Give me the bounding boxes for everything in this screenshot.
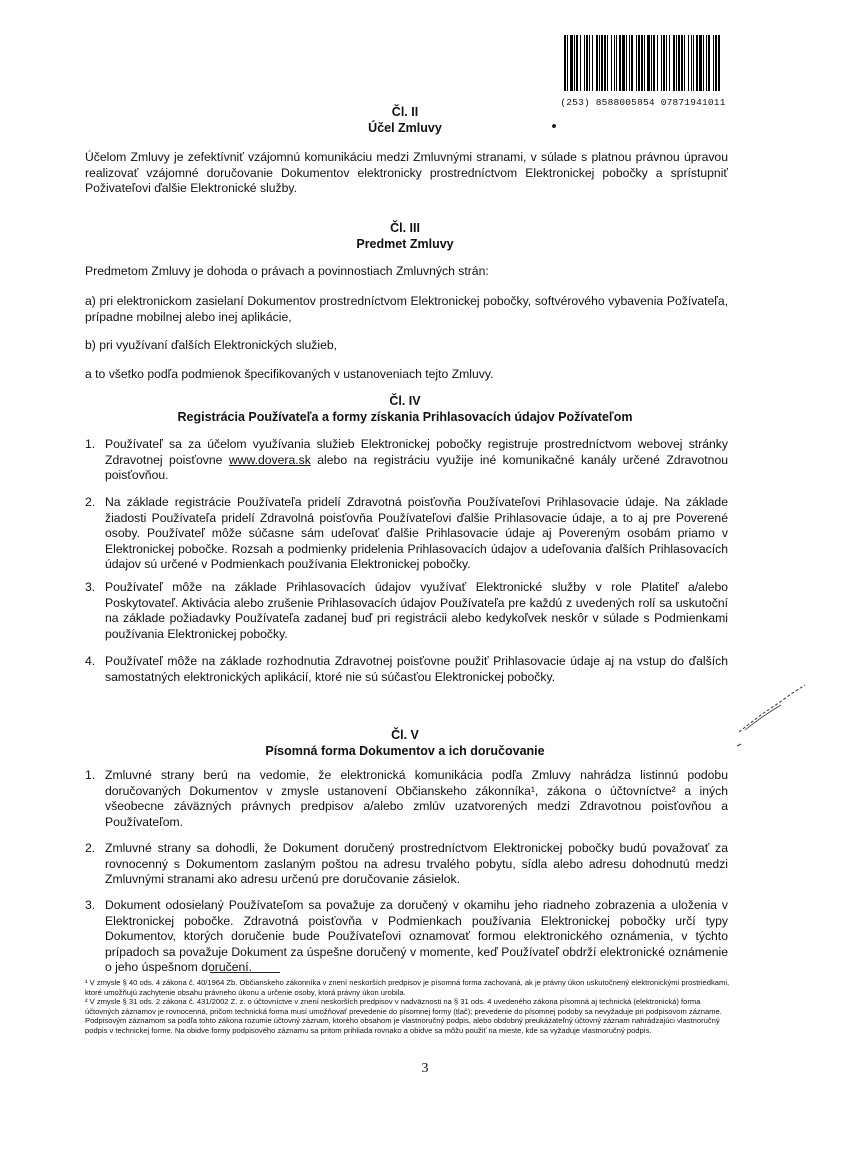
article-3-heading [85, 220, 725, 252]
article-4-item [85, 654, 728, 685]
article-5-number: Čl. V [391, 728, 419, 742]
article-2-heading [85, 104, 725, 136]
article-4-list [85, 495, 728, 573]
article-4-list [85, 580, 728, 642]
article-3-title: Predmet Zmluvy [356, 237, 454, 251]
handwritten-mark [735, 680, 810, 750]
article-5-item [85, 898, 728, 976]
item-number: 3. [85, 898, 96, 912]
article-3-point-a: a) pri elektronickom zasielaní Dokumentov prostredníctvom Elektronickej pobočky, softvérového vybavenia Požívateľa, prípadne mobilnej alebo inej aplikácie, [85, 294, 728, 324]
footnote-1: ¹ V zmysle § 40 ods. 4 zákona č. 40/1964 Zb. Občianskeho zákonníka v znení neskorších predpisov je písomná forma zachovaná, ak je právny úkon uskutočnený elektronickými prostriedkami, ktoré umožňujú zachytenie obsahu právneho úkonu a určenie osoby, ktorá právny úkon urobila. [85, 978, 730, 997]
article-4-list [85, 437, 728, 484]
barcode-image [563, 35, 723, 91]
article-4-list [85, 654, 728, 685]
article-5-title: Písomná forma Dokumentov a ich doručovanie [265, 744, 545, 758]
article-5-list [85, 768, 728, 830]
article-2-number: Čl. II [391, 105, 419, 119]
footnotes [85, 978, 730, 1036]
item-text: Zmluvné strany sa dohodli, že Dokument doručený prostredníctvom Elektronickej pobočky budú považovať za rovnocenný s Dokumentom zaslaným poštou na adresu trvalého pobytu, sídla alebo adresu dohodnutú medzi Zmluvnými stranami ako adresu určenú pre doručovanie zásielok. [105, 841, 728, 886]
article-5-list [85, 841, 728, 888]
article-4-number: Čl. IV [389, 394, 421, 408]
footnote-2: ² V zmysle § 31 ods. 2 zákona č. 431/2002 Z. z. o účtovníctve v znení neskorších predpisov v nadväznosti na § 31 ods. 4 uvedeného zákona písomná aj technická (elektronická) forma účtovných záznamov je rovnocenná, pričom technická forma musí umožňovať prevedenie do písomnej formy (tlač); prevedenie do písomnej podoby sa nevyžaduje pri podpisovom zázname. Podpisovým záznamom sa podľa tohto zákona rozumie účtovný záznam, ktorého obsahom je vlastnoručný podpis, alebo obdobný preukázateľný účtovný záznam nahrádzajúci vlastnoručný podpis v technickej forme. Na obidve formy podpisového záznamu sa pritom prihliada rovnako a obidve sa môžu použiť na mieste, kde sa vyžaduje vlastnoručný podpis. [85, 997, 722, 1035]
item-number: 2. [85, 495, 96, 509]
item-number: 4. [85, 654, 96, 668]
article-3-point-b: b) pri využívaní ďalších Elektronických služieb, [85, 338, 338, 352]
item-number: 1. [85, 768, 96, 782]
article-3-closing: a to všetko podľa podmienok špecifikovaných v ustanoveniach tejto Zmluvy. [85, 367, 494, 381]
article-3-intro: Predmetom Zmluvy je dohoda o právach a povinnostiach Zmluvných strán: [85, 264, 489, 278]
page-number: 3 [421, 1061, 429, 1076]
item-text: Dokument odosielaný Používateľom sa považuje za doručený v okamihu jeho riadneho zobrazenia a uloženia v Elektronickej pobočke. Zdravotná poisťovňa v Podmienkach používania Elektronickej pobočky určí typy Dokumentov, ktorých doručenie bude Používateľovi oznamovať formou elektronického oznámenia, v týchto prípadoch sa považuje Dokument za úspešne doručený v momente, keď Používateľ obdrží elektronické oznámenie o jeho úspešnom doručení. [105, 898, 728, 974]
article-3-number: Čl. III [390, 221, 420, 235]
article-4-heading [85, 393, 725, 425]
dovera-link[interactable]: www.dovera.sk [228, 452, 311, 467]
article-2-body: Účelom Zmluvy je zefektívniť vzájomnú komunikáciu medzi Zmluvnými stranami, v súlade s platnou právnou úpravou realizovať vzájomné doručovanie Dokumentov elektronicky prostredníctvom Elektronickej pobočky a sprístupniť Poživateľovi ďalšie Elektronické služby. [85, 150, 728, 195]
article-4-title: Registrácia Používateľa a formy získania Prihlasovacích údajov Požívateľom [177, 410, 633, 424]
item-text: Používateľ môže na základe rozhodnutia Zdravotnej poisťovne použiť Prihlasovacie údaje aj na vstup do ďalších samostatných elektronických aplikácií, ktoré nie sú súčasťou Elektronickej pobočky. [105, 654, 728, 684]
barcode-number: (253) 8588005854 07871941011 [560, 97, 726, 108]
article-5-item [85, 768, 728, 830]
item-number: 1. [85, 437, 96, 451]
item-number: 3. [85, 580, 96, 594]
item-number: 2. [85, 841, 96, 855]
article-4-item [85, 437, 728, 484]
article-5-item [85, 841, 728, 888]
item-text-end: alebo na registráciu využije iné komunikačné kanály určené Zdravotnou poisťovňou. [105, 452, 728, 482]
item-text: Používateľ môže na základe Prihlasovacích údajov využívať Elektronické služby v role Platiteľ a/alebo Poskytovateľ. Aktivácia alebo zrušenie Prihlasovacích údajov Používateľa pre každú z uvedených rolí sa uskutoční na základe požiadavky Používateľa zadanej buď pri registrácii alebo kedykoľvek neskôr v súlade s Podmienkami používania Elektronickej pobočky. [105, 580, 728, 641]
article-2-title: Účel Zmluvy [368, 121, 442, 135]
footnote-separator [210, 972, 280, 973]
item-text: Na základe registrácie Používateľa pridelí Zdravotná poisťovňa Používateľovi Prihlasovacie údaje. Na základe žiadosti Používateľa pridelí Zdravolná poisťovňa Používateľovi ďalšie Prihlasovacie údaje, a to aj pre Poverené osoby. Používateľ môže súčasne sám udeľovať ďalšie Prihlasovacie údaje aj Povereným osobám priamo v Elektronickej pobočke. Rozsah a podmienky pridelenia Prihlasovacích údajov a udeľovania ďalších Prihlasovacích údajov sú určené v Podmienkach používania Elektronickej pobočky. [105, 495, 728, 571]
item-text-start: Používateľ sa za účelom využívania služieb Elektronickej pobočky registruje prostredníctvom webovej stránky Zdravotnej poisťovne [105, 437, 728, 467]
article-4-item [85, 495, 728, 573]
article-4-item [85, 580, 728, 642]
item-text: Zmluvné strany berú na vedomie, že elektronická komunikácia podľa Zmluvy nahrádza listinnú podobu doručovaných Dokumentov v zmysle ustanovení Občianskeho zákonníka¹, zákona o účtovníctve² a iných všeobecne záväzných právnych predpisov a/alebo zmlúv uzatvorených medzi Zdravotnou poisťovňou a Používateľom. [105, 768, 728, 829]
barcode-block [558, 35, 728, 108]
article-5-heading [85, 727, 725, 759]
article-5-list [85, 898, 728, 976]
